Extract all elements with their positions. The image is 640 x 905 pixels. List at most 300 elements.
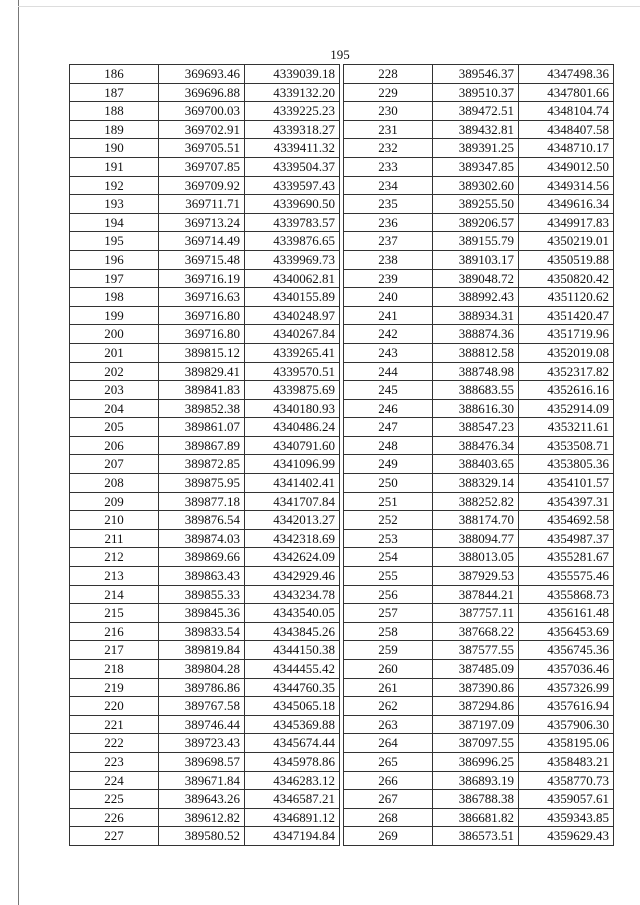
y-coordinate-cell: 4343845.26 <box>245 622 340 641</box>
table-row <box>70 418 340 437</box>
table-row <box>344 139 614 158</box>
point-number-cell: 244 <box>344 362 433 381</box>
x-coordinate-cell: 389746.44 <box>159 715 245 734</box>
y-coordinate-cell: 4347498.36 <box>519 65 614 84</box>
x-coordinate-cell: 389804.28 <box>159 660 245 679</box>
x-coordinate-cell: 387294.86 <box>433 697 519 716</box>
table-row <box>344 548 614 567</box>
y-coordinate-cell: 4346283.12 <box>245 771 340 790</box>
table-row <box>344 325 614 344</box>
table-row <box>70 734 340 753</box>
table-row <box>70 213 340 232</box>
point-number-cell: 259 <box>344 641 433 660</box>
point-number-cell: 214 <box>70 585 159 604</box>
table-row <box>70 250 340 269</box>
y-coordinate-cell: 4339225.23 <box>245 102 340 121</box>
table-row <box>344 83 614 102</box>
table-row <box>70 381 340 400</box>
point-number-cell: 200 <box>70 325 159 344</box>
x-coordinate-cell: 388252.82 <box>433 492 519 511</box>
x-coordinate-cell: 389767.58 <box>159 697 245 716</box>
x-coordinate-cell: 386788.38 <box>433 790 519 809</box>
x-coordinate-cell: 387390.86 <box>433 678 519 697</box>
y-coordinate-cell: 4345065.18 <box>245 697 340 716</box>
y-coordinate-cell: 4340791.60 <box>245 436 340 455</box>
y-coordinate-cell: 4357326.99 <box>519 678 614 697</box>
point-number-cell: 205 <box>70 418 159 437</box>
table-row <box>70 790 340 809</box>
table-row <box>344 641 614 660</box>
point-number-cell: 234 <box>344 176 433 195</box>
x-coordinate-cell: 369711.71 <box>159 195 245 214</box>
y-coordinate-cell: 4343540.05 <box>245 604 340 623</box>
point-number-cell: 261 <box>344 678 433 697</box>
x-coordinate-cell: 388683.55 <box>433 381 519 400</box>
scan-top-edge <box>18 6 640 7</box>
x-coordinate-cell: 389876.54 <box>159 511 245 530</box>
y-coordinate-cell: 4356745.36 <box>519 641 614 660</box>
point-number-cell: 266 <box>344 771 433 790</box>
x-coordinate-cell: 389580.52 <box>159 827 245 846</box>
y-coordinate-cell: 4351120.62 <box>519 288 614 307</box>
y-coordinate-cell: 4346587.21 <box>245 790 340 809</box>
table-row <box>344 808 614 827</box>
y-coordinate-cell: 4344150.38 <box>245 641 340 660</box>
y-coordinate-cell: 4352914.09 <box>519 399 614 418</box>
x-coordinate-cell: 369716.80 <box>159 325 245 344</box>
point-number-cell: 201 <box>70 343 159 362</box>
table-row <box>70 120 340 139</box>
x-coordinate-cell: 389874.03 <box>159 529 245 548</box>
y-coordinate-cell: 4340486.24 <box>245 418 340 437</box>
x-coordinate-cell: 389255.50 <box>433 195 519 214</box>
y-coordinate-cell: 4345674.44 <box>245 734 340 753</box>
x-coordinate-cell: 389852.38 <box>159 399 245 418</box>
y-coordinate-cell: 4359343.85 <box>519 808 614 827</box>
x-coordinate-cell: 369715.48 <box>159 250 245 269</box>
x-coordinate-cell: 389815.12 <box>159 343 245 362</box>
table-row <box>70 492 340 511</box>
x-coordinate-cell: 388616.30 <box>433 399 519 418</box>
y-coordinate-cell: 4347801.66 <box>519 83 614 102</box>
y-coordinate-cell: 4341707.84 <box>245 492 340 511</box>
x-coordinate-cell: 386893.19 <box>433 771 519 790</box>
point-number-cell: 212 <box>70 548 159 567</box>
x-coordinate-cell: 389671.84 <box>159 771 245 790</box>
table-row <box>344 232 614 251</box>
y-coordinate-cell: 4350519.88 <box>519 250 614 269</box>
table-row <box>70 399 340 418</box>
x-coordinate-cell: 369716.19 <box>159 269 245 288</box>
table-row <box>344 678 614 697</box>
x-coordinate-cell: 388174.70 <box>433 511 519 530</box>
point-number-cell: 257 <box>344 604 433 623</box>
y-coordinate-cell: 4357616.94 <box>519 697 614 716</box>
y-coordinate-cell: 4339132.20 <box>245 83 340 102</box>
table-row <box>70 343 340 362</box>
y-coordinate-cell: 4339876.65 <box>245 232 340 251</box>
y-coordinate-cell: 4355281.67 <box>519 548 614 567</box>
y-coordinate-cell: 4355575.46 <box>519 567 614 586</box>
point-number-cell: 240 <box>344 288 433 307</box>
point-number-cell: 262 <box>344 697 433 716</box>
y-coordinate-cell: 4349917.83 <box>519 213 614 232</box>
y-coordinate-cell: 4352317.82 <box>519 362 614 381</box>
x-coordinate-cell: 389855.33 <box>159 585 245 604</box>
x-coordinate-cell: 388874.36 <box>433 325 519 344</box>
table-row <box>70 641 340 660</box>
x-coordinate-cell: 369709.92 <box>159 176 245 195</box>
y-coordinate-cell: 4359629.43 <box>519 827 614 846</box>
y-coordinate-cell: 4351719.96 <box>519 325 614 344</box>
y-coordinate-cell: 4341402.41 <box>245 474 340 493</box>
point-number-cell: 247 <box>344 418 433 437</box>
point-number-cell: 250 <box>344 474 433 493</box>
point-number-cell: 263 <box>344 715 433 734</box>
point-number-cell: 253 <box>344 529 433 548</box>
y-coordinate-cell: 4340180.93 <box>245 399 340 418</box>
x-coordinate-cell: 387097.55 <box>433 734 519 753</box>
table-row <box>70 65 340 84</box>
x-coordinate-cell: 369716.80 <box>159 306 245 325</box>
table-row <box>344 436 614 455</box>
table-row <box>344 288 614 307</box>
x-coordinate-cell: 388403.65 <box>433 455 519 474</box>
y-coordinate-cell: 4355868.73 <box>519 585 614 604</box>
y-coordinate-cell: 4358770.73 <box>519 771 614 790</box>
table-row <box>70 771 340 790</box>
x-coordinate-cell: 389841.83 <box>159 381 245 400</box>
table-row <box>70 288 340 307</box>
x-coordinate-cell: 388329.14 <box>433 474 519 493</box>
table-row <box>344 250 614 269</box>
point-number-cell: 235 <box>344 195 433 214</box>
x-coordinate-cell: 389861.07 <box>159 418 245 437</box>
y-coordinate-cell: 4358483.21 <box>519 752 614 771</box>
point-number-cell: 228 <box>344 65 433 84</box>
y-coordinate-cell: 4353211.61 <box>519 418 614 437</box>
point-number-cell: 260 <box>344 660 433 679</box>
y-coordinate-cell: 4345369.88 <box>245 715 340 734</box>
y-coordinate-cell: 4352019.08 <box>519 343 614 362</box>
point-number-cell: 232 <box>344 139 433 158</box>
y-coordinate-cell: 4357906.30 <box>519 715 614 734</box>
table-row <box>70 715 340 734</box>
y-coordinate-cell: 4339318.27 <box>245 120 340 139</box>
table-row <box>70 195 340 214</box>
point-number-cell: 256 <box>344 585 433 604</box>
table-row <box>344 529 614 548</box>
y-coordinate-cell: 4351420.47 <box>519 306 614 325</box>
x-coordinate-cell: 389048.72 <box>433 269 519 288</box>
x-coordinate-cell: 369705.51 <box>159 139 245 158</box>
table-row <box>70 306 340 325</box>
x-coordinate-cell: 369693.46 <box>159 65 245 84</box>
table-row <box>344 567 614 586</box>
y-coordinate-cell: 4339570.51 <box>245 362 340 381</box>
x-coordinate-cell: 388476.34 <box>433 436 519 455</box>
x-coordinate-cell: 389391.25 <box>433 139 519 158</box>
point-number-cell: 255 <box>344 567 433 586</box>
x-coordinate-cell: 388547.23 <box>433 418 519 437</box>
point-number-cell: 192 <box>70 176 159 195</box>
table-row <box>344 511 614 530</box>
point-number-cell: 199 <box>70 306 159 325</box>
table-row <box>344 176 614 195</box>
table-row <box>70 585 340 604</box>
x-coordinate-cell: 388013.05 <box>433 548 519 567</box>
y-coordinate-cell: 4339504.37 <box>245 157 340 176</box>
point-number-cell: 267 <box>344 790 433 809</box>
table-row <box>70 808 340 827</box>
table-row <box>70 474 340 493</box>
x-coordinate-cell: 387929.53 <box>433 567 519 586</box>
y-coordinate-cell: 4354987.37 <box>519 529 614 548</box>
table-row <box>70 697 340 716</box>
scan-left-edge <box>18 0 19 905</box>
y-coordinate-cell: 4342013.27 <box>245 511 340 530</box>
x-coordinate-cell: 388812.58 <box>433 343 519 362</box>
point-number-cell: 187 <box>70 83 159 102</box>
y-coordinate-cell: 4344455.42 <box>245 660 340 679</box>
x-coordinate-cell: 369716.63 <box>159 288 245 307</box>
y-coordinate-cell: 4344760.35 <box>245 678 340 697</box>
table-row <box>70 622 340 641</box>
x-coordinate-cell: 386996.25 <box>433 752 519 771</box>
x-coordinate-cell: 369713.24 <box>159 213 245 232</box>
y-coordinate-cell: 4339265.41 <box>245 343 340 362</box>
point-number-cell: 264 <box>344 734 433 753</box>
y-coordinate-cell: 4340062.81 <box>245 269 340 288</box>
point-number-cell: 242 <box>344 325 433 344</box>
x-coordinate-cell: 388992.43 <box>433 288 519 307</box>
point-number-cell: 229 <box>344 83 433 102</box>
table-row <box>70 604 340 623</box>
y-coordinate-cell: 4356453.69 <box>519 622 614 641</box>
point-number-cell: 243 <box>344 343 433 362</box>
y-coordinate-cell: 4339969.73 <box>245 250 340 269</box>
point-number-cell: 189 <box>70 120 159 139</box>
y-coordinate-cell: 4341096.99 <box>245 455 340 474</box>
point-number-cell: 249 <box>344 455 433 474</box>
y-coordinate-cell: 4349314.56 <box>519 176 614 195</box>
point-number-cell: 225 <box>70 790 159 809</box>
x-coordinate-cell: 387577.55 <box>433 641 519 660</box>
y-coordinate-cell: 4357036.46 <box>519 660 614 679</box>
y-coordinate-cell: 4350820.42 <box>519 269 614 288</box>
point-number-cell: 268 <box>344 808 433 827</box>
x-coordinate-cell: 387197.09 <box>433 715 519 734</box>
y-coordinate-cell: 4350219.01 <box>519 232 614 251</box>
y-coordinate-cell: 4340267.84 <box>245 325 340 344</box>
table-row <box>344 660 614 679</box>
point-number-cell: 194 <box>70 213 159 232</box>
y-coordinate-cell: 4339875.69 <box>245 381 340 400</box>
point-number-cell: 254 <box>344 548 433 567</box>
x-coordinate-cell: 389875.95 <box>159 474 245 493</box>
table-row <box>70 436 340 455</box>
point-number-cell: 251 <box>344 492 433 511</box>
table-row <box>344 381 614 400</box>
y-coordinate-cell: 4349012.50 <box>519 157 614 176</box>
table-row <box>344 771 614 790</box>
x-coordinate-cell: 369707.85 <box>159 157 245 176</box>
table-row <box>344 752 614 771</box>
table-row <box>344 604 614 623</box>
table-row <box>344 715 614 734</box>
y-coordinate-cell: 4353805.36 <box>519 455 614 474</box>
point-number-cell: 258 <box>344 622 433 641</box>
x-coordinate-cell: 369702.91 <box>159 120 245 139</box>
x-coordinate-cell: 369696.88 <box>159 83 245 102</box>
point-number-cell: 221 <box>70 715 159 734</box>
y-coordinate-cell: 4358195.06 <box>519 734 614 753</box>
table-row <box>70 83 340 102</box>
x-coordinate-cell: 369700.03 <box>159 102 245 121</box>
y-coordinate-cell: 4352616.16 <box>519 381 614 400</box>
point-number-cell: 186 <box>70 65 159 84</box>
table-row <box>344 65 614 84</box>
x-coordinate-cell: 369714.49 <box>159 232 245 251</box>
y-coordinate-cell: 4353508.71 <box>519 436 614 455</box>
y-coordinate-cell: 4348104.74 <box>519 102 614 121</box>
y-coordinate-cell: 4359057.61 <box>519 790 614 809</box>
point-number-cell: 245 <box>344 381 433 400</box>
point-number-cell: 204 <box>70 399 159 418</box>
x-coordinate-cell: 387757.11 <box>433 604 519 623</box>
table-row <box>70 827 340 846</box>
x-coordinate-cell: 389643.26 <box>159 790 245 809</box>
x-coordinate-cell: 388934.31 <box>433 306 519 325</box>
point-number-cell: 209 <box>70 492 159 511</box>
x-coordinate-cell: 389432.81 <box>433 120 519 139</box>
x-coordinate-cell: 389698.57 <box>159 752 245 771</box>
x-coordinate-cell: 389206.57 <box>433 213 519 232</box>
table-row <box>70 548 340 567</box>
y-coordinate-cell: 4348710.17 <box>519 139 614 158</box>
point-number-cell: 227 <box>70 827 159 846</box>
point-number-cell: 197 <box>70 269 159 288</box>
y-coordinate-cell: 4354692.58 <box>519 511 614 530</box>
point-number-cell: 224 <box>70 771 159 790</box>
y-coordinate-cell: 4349616.34 <box>519 195 614 214</box>
x-coordinate-cell: 389612.82 <box>159 808 245 827</box>
y-coordinate-cell: 4342929.46 <box>245 567 340 586</box>
table-row <box>70 325 340 344</box>
table-row <box>344 157 614 176</box>
point-number-cell: 198 <box>70 288 159 307</box>
x-coordinate-cell: 389302.60 <box>433 176 519 195</box>
coordinates-table-right <box>343 64 614 846</box>
x-coordinate-cell: 389786.86 <box>159 678 245 697</box>
x-coordinate-cell: 389510.37 <box>433 83 519 102</box>
table-row <box>344 213 614 232</box>
y-coordinate-cell: 4348407.58 <box>519 120 614 139</box>
x-coordinate-cell: 389155.79 <box>433 232 519 251</box>
x-coordinate-cell: 389863.43 <box>159 567 245 586</box>
x-coordinate-cell: 386681.82 <box>433 808 519 827</box>
point-number-cell: 196 <box>70 250 159 269</box>
x-coordinate-cell: 389472.51 <box>433 102 519 121</box>
table-row <box>344 492 614 511</box>
table-row <box>70 678 340 697</box>
x-coordinate-cell: 389869.66 <box>159 548 245 567</box>
x-coordinate-cell: 389546.37 <box>433 65 519 84</box>
point-number-cell: 220 <box>70 697 159 716</box>
x-coordinate-cell: 389845.36 <box>159 604 245 623</box>
table-row <box>344 362 614 381</box>
y-coordinate-cell: 4356161.48 <box>519 604 614 623</box>
point-number-cell: 218 <box>70 660 159 679</box>
point-number-cell: 202 <box>70 362 159 381</box>
point-number-cell: 265 <box>344 752 433 771</box>
table-row <box>70 102 340 121</box>
point-number-cell: 193 <box>70 195 159 214</box>
point-number-cell: 231 <box>344 120 433 139</box>
point-number-cell: 269 <box>344 827 433 846</box>
table-row <box>70 529 340 548</box>
y-coordinate-cell: 4343234.78 <box>245 585 340 604</box>
table-row <box>70 455 340 474</box>
table-row <box>344 269 614 288</box>
y-coordinate-cell: 4339039.18 <box>245 65 340 84</box>
table-row <box>70 567 340 586</box>
table-row <box>344 120 614 139</box>
table-row <box>344 418 614 437</box>
y-coordinate-cell: 4347194.84 <box>245 827 340 846</box>
point-number-cell: 252 <box>344 511 433 530</box>
point-number-cell: 215 <box>70 604 159 623</box>
x-coordinate-cell: 389347.85 <box>433 157 519 176</box>
y-coordinate-cell: 4346891.12 <box>245 808 340 827</box>
point-number-cell: 188 <box>70 102 159 121</box>
table-row <box>344 399 614 418</box>
y-coordinate-cell: 4340155.89 <box>245 288 340 307</box>
point-number-cell: 223 <box>70 752 159 771</box>
point-number-cell: 203 <box>70 381 159 400</box>
table-row <box>70 232 340 251</box>
x-coordinate-cell: 389877.18 <box>159 492 245 511</box>
point-number-cell: 238 <box>344 250 433 269</box>
point-number-cell: 213 <box>70 567 159 586</box>
table-row <box>70 362 340 381</box>
x-coordinate-cell: 387844.21 <box>433 585 519 604</box>
table-row <box>344 474 614 493</box>
x-coordinate-cell: 389867.89 <box>159 436 245 455</box>
y-coordinate-cell: 4354397.31 <box>519 492 614 511</box>
point-number-cell: 206 <box>70 436 159 455</box>
y-coordinate-cell: 4339690.50 <box>245 195 340 214</box>
table-row <box>344 343 614 362</box>
point-number-cell: 207 <box>70 455 159 474</box>
point-number-cell: 230 <box>344 102 433 121</box>
x-coordinate-cell: 386573.51 <box>433 827 519 846</box>
point-number-cell: 191 <box>70 157 159 176</box>
x-coordinate-cell: 389723.43 <box>159 734 245 753</box>
point-number-cell: 190 <box>70 139 159 158</box>
y-coordinate-cell: 4339597.43 <box>245 176 340 195</box>
point-number-cell: 211 <box>70 529 159 548</box>
point-number-cell: 210 <box>70 511 159 530</box>
point-number-cell: 237 <box>344 232 433 251</box>
x-coordinate-cell: 388748.98 <box>433 362 519 381</box>
x-coordinate-cell: 389829.41 <box>159 362 245 381</box>
y-coordinate-cell: 4342624.09 <box>245 548 340 567</box>
point-number-cell: 241 <box>344 306 433 325</box>
point-number-cell: 219 <box>70 678 159 697</box>
point-number-cell: 226 <box>70 808 159 827</box>
table-row <box>344 585 614 604</box>
